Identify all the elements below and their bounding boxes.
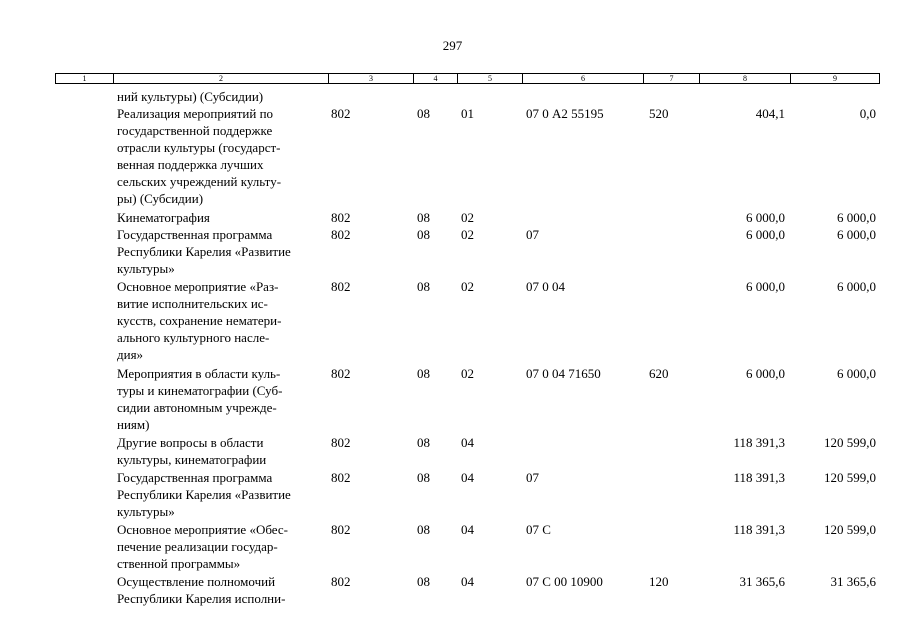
row-col-5: 02 [461,279,474,294]
row-col-8: 118 391,3 [733,470,785,485]
header-col-8: 8 [699,74,790,83]
header-col-5: 5 [457,74,522,83]
row-col-4: 08 [417,106,430,121]
row-name: Реализация мероприятий по государственной поддержке отрасли культуры (государст- венная поддержка лучших сельских учреждений культу- ры) (Субсидии) [117,106,282,206]
row-col-8: 118 391,3 [733,522,785,537]
row-col-6: 07 С 00 10900 [526,574,603,589]
row-name: ний культуры) (Субсидии) [117,89,264,104]
header-col-9: 9 [790,74,879,83]
row-col-3: 802 [331,279,351,294]
row-name: Основное мероприятие «Раз- витие исполнительских ис- кусств, сохранение нематери- ального культурного насле- дия» [117,279,282,362]
row-name: Государственная программа Республики Карелия «Развитие культуры» [117,227,291,276]
row-col-6: 07 0 04 71650 [526,366,601,381]
row-col-3: 802 [331,574,351,589]
row-col-7: 120 [649,574,669,589]
row-col-3: 802 [331,522,351,537]
row-col-5: 01 [461,106,474,121]
row-col-9: 0,0 [859,106,876,121]
page-number: 297 [442,38,463,53]
row-name: Кинематография [117,210,210,225]
row-col-6: 07 [526,227,539,242]
row-col-8: 118 391,3 [733,435,785,450]
row-col-8: 6 000,0 [746,227,785,242]
row-col-3: 802 [331,435,351,450]
row-col-5: 04 [461,435,474,450]
row-col-9: 6 000,0 [837,210,876,225]
row-col-6: 07 С [526,522,551,537]
row-name: Осуществление полномочий Республики Карелия исполни- [117,574,286,606]
row-col-5: 04 [461,470,474,485]
row-col-3: 802 [331,106,351,121]
row-col-4: 08 [417,522,430,537]
header-col-4: 4 [413,74,457,83]
row-col-6: 07 [526,470,539,485]
row-col-9: 6 000,0 [837,227,876,242]
row-col-4: 08 [417,574,430,589]
row-col-5: 04 [461,574,474,589]
row-col-8: 404,1 [755,106,785,121]
row-col-9: 31 365,6 [830,574,876,589]
row-col-5: 02 [461,366,474,381]
row-name: Основное мероприятие «Обес- печение реализации государ- ственной программы» [117,522,288,571]
row-col-8: 6 000,0 [746,366,785,381]
header-col-1: 1 [82,74,87,83]
row-name: Мероприятия в области куль- туры и кинематографии (Суб- сидии автономным учрежде- ниям) [117,366,283,432]
row-col-6: 07 0 04 [526,279,565,294]
row-col-4: 08 [417,366,430,381]
header-col-3: 3 [328,74,413,83]
row-col-9: 120 599,0 [824,470,876,485]
row-col-3: 802 [331,470,351,485]
table-header [55,73,880,84]
row-col-9: 6 000,0 [837,279,876,294]
row-col-9: 6 000,0 [837,366,876,381]
row-col-5: 02 [461,227,474,242]
row-col-5: 04 [461,522,474,537]
header-col-6: 6 [522,74,643,83]
row-col-6: 07 0 А2 55195 [526,106,604,121]
row-name: Государственная программа Республики Карелия «Развитие культуры» [117,470,291,519]
row-col-5: 02 [461,210,474,225]
row-col-4: 08 [417,470,430,485]
row-col-7: 520 [649,106,669,121]
row-col-3: 802 [331,227,351,242]
header-col-7: 7 [643,74,699,83]
row-name: Другие вопросы в области культуры, кинематографии [117,435,267,467]
row-col-9: 120 599,0 [824,522,876,537]
row-col-4: 08 [417,279,430,294]
row-col-7: 620 [649,366,669,381]
row-col-4: 08 [417,210,430,225]
row-col-8: 31 365,6 [739,574,785,589]
row-col-4: 08 [417,227,430,242]
row-col-9: 120 599,0 [824,435,876,450]
row-col-8: 6 000,0 [746,210,785,225]
row-col-4: 08 [417,435,430,450]
row-col-3: 802 [331,366,351,381]
row-col-8: 6 000,0 [746,279,785,294]
header-col-2: 2 [113,74,328,83]
row-col-3: 802 [331,210,351,225]
